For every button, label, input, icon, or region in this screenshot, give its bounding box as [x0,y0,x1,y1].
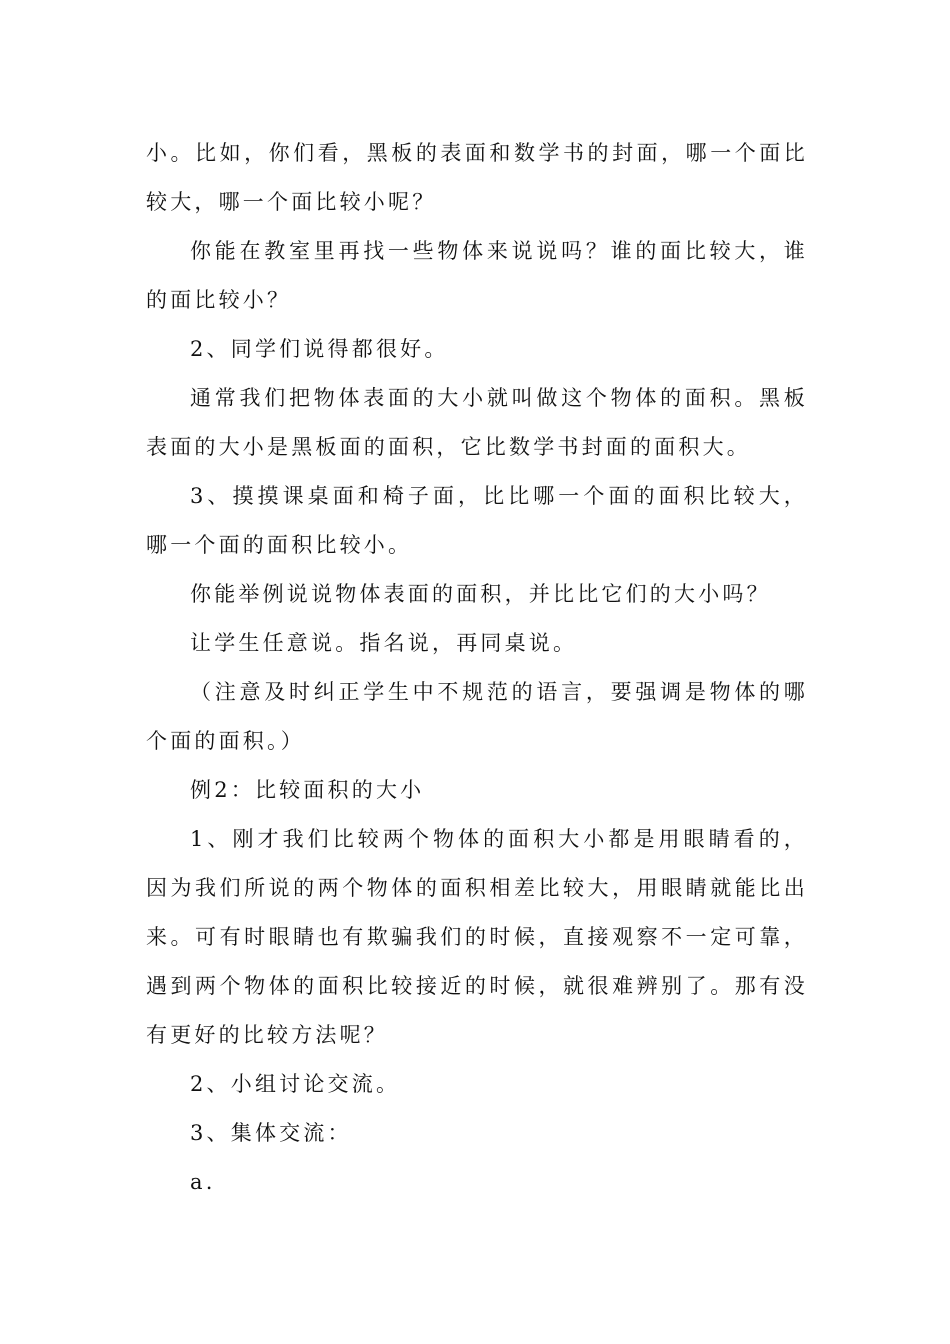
paragraph-5: 3、摸摸课桌面和椅子面，比比哪一个面的面积比较大，哪一个面的面积比较小。 [146,484,808,557]
paragraph-11: 2、小组讨论交流。 [190,1072,401,1096]
paragraph-4: 通常我们把物体表面的大小就叫做这个物体的面积。黑板表面的大小是黑板面的面积，它比数学书封面的面积大。 [146,386,808,459]
example-heading: 例2：比较面积的大小 [190,778,425,802]
paragraph-7: 让学生任意说。指名说，再同桌说。 [190,631,578,655]
paragraph-3: 2、同学们说得都很好。 [190,337,449,361]
paragraph-13: a. [190,1170,216,1194]
paragraph-6: 你能举例说说物体表面的面积，并比比它们的大小吗？ [190,582,771,606]
paragraph-2: 你能在教室里再找一些物体来说说吗？谁的面比较大，谁的面比较小？ [146,239,808,312]
document-page [146,129,808,1207]
paragraph-8: （注意及时纠正学生中不规范的语言，要强调是物体的哪个面的面积。） [146,680,808,753]
paragraph-1: 小。比如，你们看，黑板的表面和数学书的封面，哪一个面比较大，哪一个面比较小呢？ [146,141,808,214]
paragraph-10: 1、刚才我们比较两个物体的面积大小都是用眼睛看的，因为我们所说的两个物体的面积相差比较大，用眼睛就能比出来。可有时眼睛也有欺骗我们的时候，直接观察不一定可靠，遇到两个物体的面积比较接近的时候，就很难辨别了。那有没有更好的比较方法呢？ [146,827,808,1047]
paragraph-12: 3、集体交流： [190,1121,352,1145]
